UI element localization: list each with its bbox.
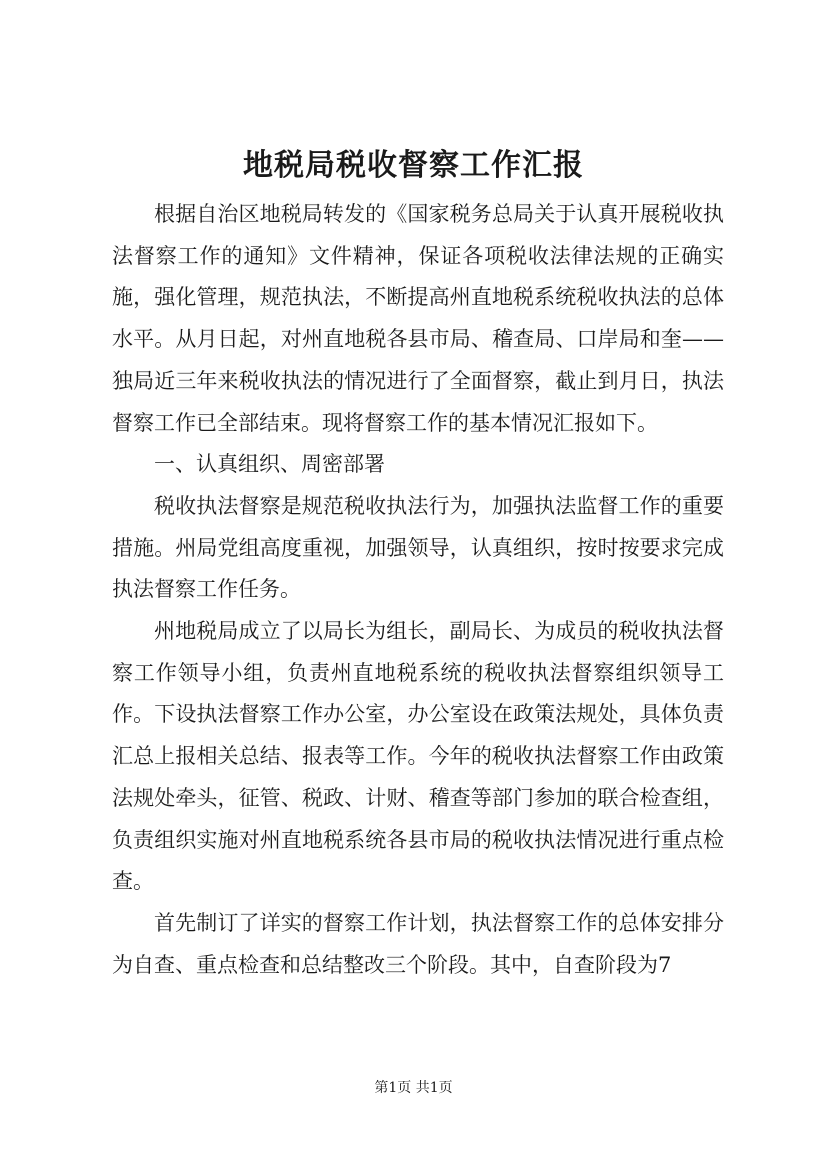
paragraph-importance: 税收执法督察是规范税收执法行为，加强执法监督工作的重要措施。州局党组高度重视，加强领导，认真组织，按时按要求完成执法督察工作任务。 bbox=[112, 493, 724, 602]
paragraph-plan: 首先制订了详实的督察工作计划，执法督察工作的总体安排分为自查、重点检查和总结整改三个阶段。其中，自查阶段为7 bbox=[112, 910, 724, 977]
paragraph-intro: 根据自治区地税局转发的《国家税务总局关于认真开展税收执法督察工作的通知》文件精神，保证各项税收法律法规的正确实施，强化管理，规范执法，不断提高州直地税系统税收执法的总体水平。从月日起，对州直地税各县市局、稽查局、口岸局和奎——独局近三年来税收执法的情况进行了全面督察，截止到月日，执法督察工作已全部结束。现将督察工作的基本情况汇报如下。 bbox=[112, 202, 724, 435]
section-heading-1: 一、认真组织、周密部署 bbox=[154, 452, 385, 477]
document-body bbox=[112, 194, 724, 986]
paragraph-leadership: 州地税局成立了以局长为组长，副局长、为成员的税收执法督察工作领导小组，负责州直地税系统的税收执法督察组织领导工作。下设执法督察工作办公室，办公室设在政策法规处，具体负责汇总上报相关总结、报表等工作。今年的税收执法督察工作由政策法规处牵头，征管、税政、计财、稽查等部门参加的联合检查组，负责组织实施对州直地税系统各县市局的税收执法情况进行重点检查。 bbox=[112, 619, 724, 894]
page-footer: 第1页 共1页 bbox=[374, 1080, 453, 1096]
document-title: 地税局税收督察工作汇报 bbox=[243, 148, 584, 183]
